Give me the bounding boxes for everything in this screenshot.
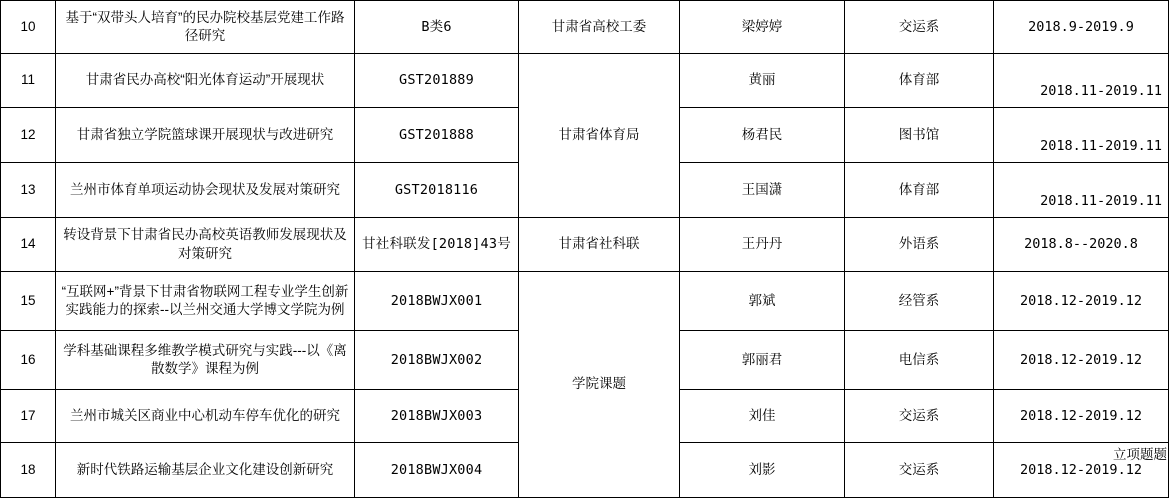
cell-org: 甘肃省社科联 bbox=[519, 218, 680, 272]
cell-no: 13 bbox=[1, 163, 56, 218]
cell-code: GST2018116 bbox=[355, 163, 519, 218]
cell-org: 甘肃省高校工委 bbox=[519, 1, 680, 54]
cell-person: 王丹丹 bbox=[680, 218, 845, 272]
cell-no: 15 bbox=[1, 272, 56, 331]
cell-no: 12 bbox=[1, 108, 56, 163]
cell-no: 10 bbox=[1, 1, 56, 54]
table-row bbox=[1, 218, 1169, 272]
cell-title: 基于“双带头人培育”的民办院校基层党建工作路径研究 bbox=[56, 1, 355, 54]
cell-code: 甘社科联发[2018]43号 bbox=[355, 218, 519, 272]
cell-org: 甘肃省体育局 bbox=[519, 54, 680, 218]
cell-dept: 体育部 bbox=[845, 54, 994, 108]
cell-date bbox=[994, 108, 1169, 163]
cell-date bbox=[994, 54, 1169, 108]
cell-date: 2018.8--2020.8 bbox=[994, 218, 1169, 272]
cell-title: 学科基础课程多维教学模式研究与实践---以《离散数学》课程为例 bbox=[56, 331, 355, 390]
cell-code: GST201888 bbox=[355, 108, 519, 163]
cell-dept: 交运系 bbox=[845, 443, 994, 498]
cell-dept: 经管系 bbox=[845, 272, 994, 331]
margin-note: 立项题题 bbox=[1113, 447, 1167, 462]
cell-person: 郭斌 bbox=[680, 272, 845, 331]
cell-date bbox=[994, 163, 1169, 218]
cell-no: 16 bbox=[1, 331, 56, 390]
cell-date: 2018.12-2019.12 bbox=[994, 390, 1169, 443]
cell-dept: 交运系 bbox=[845, 390, 994, 443]
cell-title: 兰州市体育单项运动协会现状及发展对策研究 bbox=[56, 163, 355, 218]
cell-person: 黄丽 bbox=[680, 54, 845, 108]
cell-person: 杨君民 bbox=[680, 108, 845, 163]
cell-title: “互联网+”背景下甘肃省物联网工程专业学生创新实践能力的探索--以兰州交通大学博文学院为例 bbox=[56, 272, 355, 331]
cell-no: 11 bbox=[1, 54, 56, 108]
cell-title: 甘肃省独立学院篮球课开展现状与改进研究 bbox=[56, 108, 355, 163]
cell-dept: 外语系 bbox=[845, 218, 994, 272]
cell-no: 18 bbox=[1, 443, 56, 498]
cell-person: 刘影 bbox=[680, 443, 845, 498]
cell-title: 转设背景下甘肃省民办高校英语教师发展现状及对策研究 bbox=[56, 218, 355, 272]
table-row bbox=[1, 1, 1169, 54]
cell-dept: 图书馆 bbox=[845, 108, 994, 163]
cell-no: 17 bbox=[1, 390, 56, 443]
cell-person: 郭丽君 bbox=[680, 331, 845, 390]
cell-date-text: 2018.11-2019.11 bbox=[1040, 192, 1162, 209]
cell-dept: 电信系 bbox=[845, 331, 994, 390]
table-row bbox=[1, 272, 1169, 331]
cell-org: 学院课题 bbox=[519, 272, 680, 498]
cell-code: 2018BWJX002 bbox=[355, 331, 519, 390]
cell-title: 甘肃省民办高校“阳光体育运动”开展现状 bbox=[56, 54, 355, 108]
cell-date: 2018.12-2019.12 bbox=[994, 331, 1169, 390]
cell-date: 2018.12-2019.12 bbox=[994, 272, 1169, 331]
cell-code: GST201889 bbox=[355, 54, 519, 108]
cell-date: 2018.12-2019.12 bbox=[994, 443, 1169, 498]
cell-person: 刘佳 bbox=[680, 390, 845, 443]
table-row bbox=[1, 54, 1169, 108]
cell-title: 兰州市城关区商业中心机动车停车优化的研究 bbox=[56, 390, 355, 443]
cell-date-text: 2018.11-2019.11 bbox=[1040, 137, 1162, 154]
cell-code: 2018BWJX004 bbox=[355, 443, 519, 498]
cell-person: 梁婷婷 bbox=[680, 1, 845, 54]
cell-code: B类6 bbox=[355, 1, 519, 54]
cell-no: 14 bbox=[1, 218, 56, 272]
cell-person: 王国潇 bbox=[680, 163, 845, 218]
cell-code: 2018BWJX003 bbox=[355, 390, 519, 443]
cell-date-text: 2018.11-2019.11 bbox=[1040, 83, 1162, 100]
cell-date: 2018.9-2019.9 bbox=[994, 1, 1169, 54]
cell-title: 新时代铁路运输基层企业文化建设创新研究 bbox=[56, 443, 355, 498]
cell-dept: 交运系 bbox=[845, 1, 994, 54]
cell-code: 2018BWJX001 bbox=[355, 272, 519, 331]
cell-dept: 体育部 bbox=[845, 163, 994, 218]
